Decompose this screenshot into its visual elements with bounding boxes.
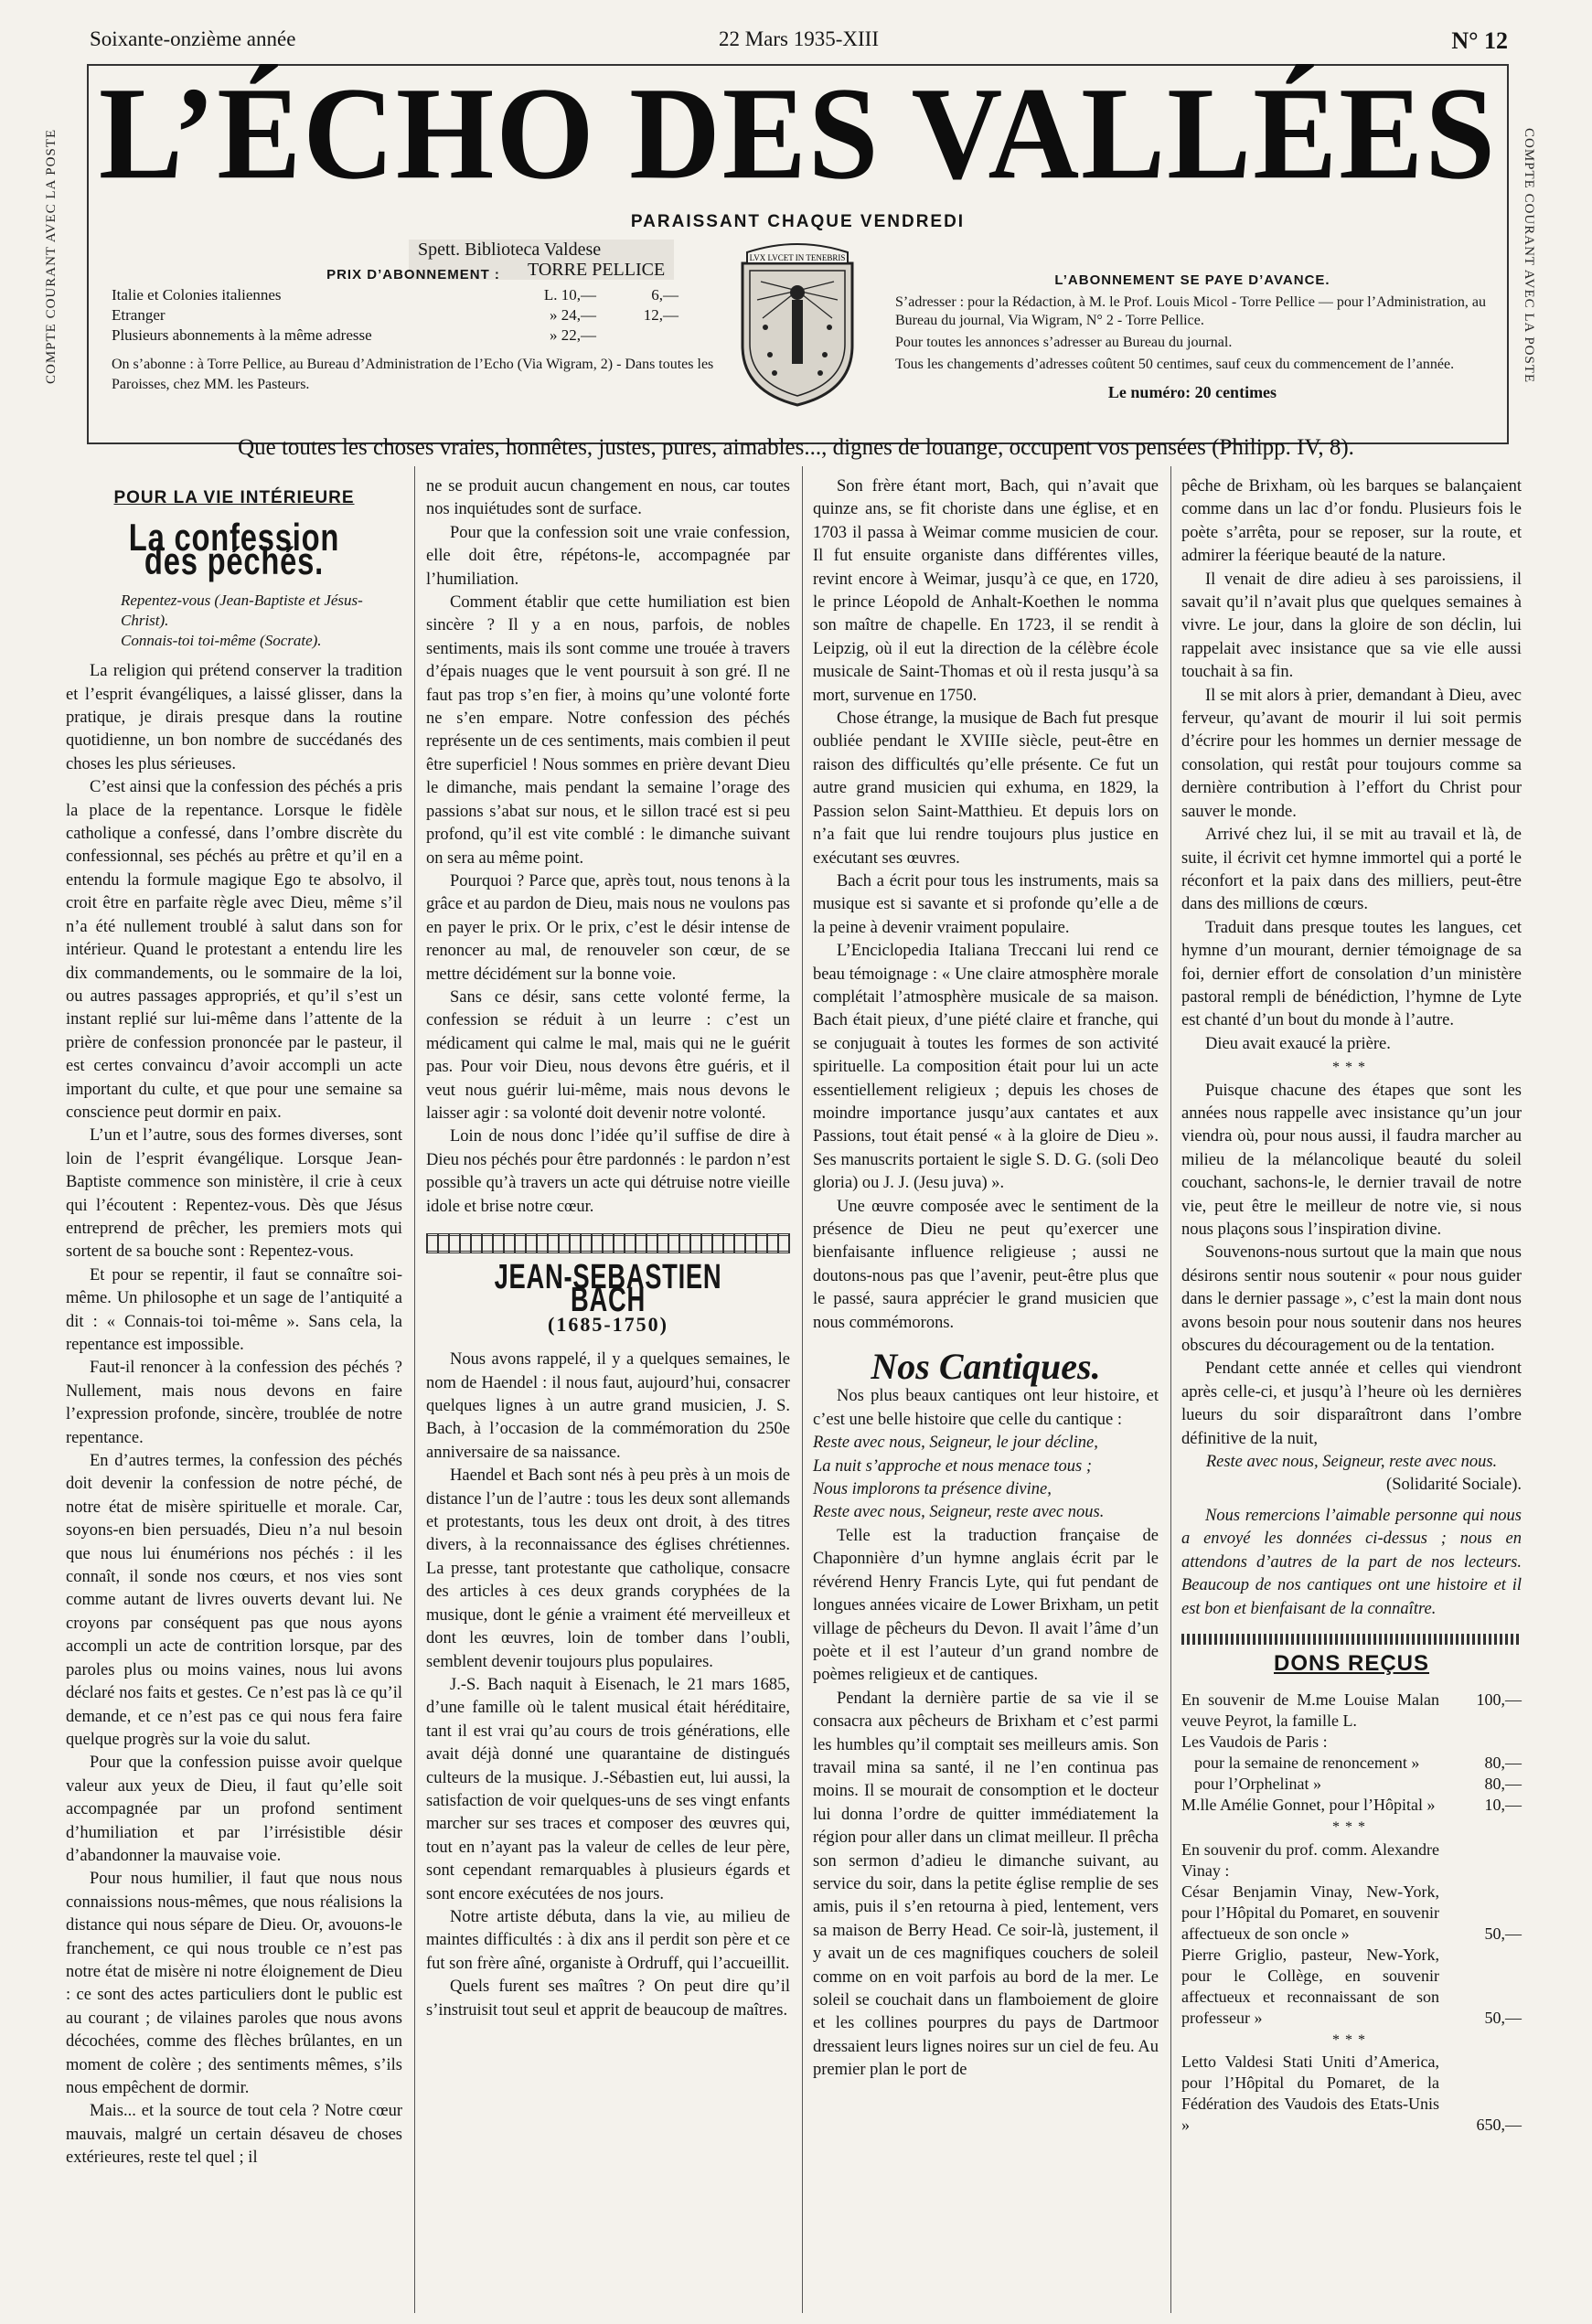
donation-amount: 80,— [1484, 1754, 1522, 1773]
motto: Que toutes les choses vraies, honnêtes, justes, pures, aimables..., dignes de louange, occupent vos pensées (Philipp. IV, 8). [238, 435, 1354, 460]
paragraph: Pour nous humilier, il faut que nous nous connaissions nous-mêmes, que nous réalisions la distance qui nous sépare de Dieu. Or, avouons-le franchement, ce qui nous trouble ce n’est pas notre état de misère ni notre éloignement de Dieu : ce sont des actes particuliers dont le public est au courant ; de vilaines paroles que nous avons décochées, comme des flèches brûlantes, en un moment de colère ; des sentiments mêmes, s’ils nous empêchent de dormir. [66, 1870, 402, 2097]
paragraph: Pourquoi ? Parce que, après tout, nous tenons à la grâce et au pardon de Dieu, mais nous ne voulons pas en payer le prix. Or le prix, c’est le désir intense de renoncer au mal, de renouveler son cœur, de se mettre décidément sur la bonne voie. [426, 871, 790, 984]
paragraph: Notre artiste débuta, dans la vie, au milieu de maintes difficultés : à dix ans il perdit son père et ce fut son frère aîné, organiste à Ordruff, qui l’accueillit. [426, 1907, 790, 1973]
paragraph: Et pour se repentir, il faut se connaître soi-même. Un philosophe et un sage de l’antiquité a dit : « Connais-toi toi-même ». Sans cela, la repentance est impossible. [66, 1265, 402, 1354]
epigraph: Repentez-vous (Jean-Baptiste et Jésus-Christ). [121, 592, 363, 630]
column-divider [414, 466, 415, 2313]
column-2 [426, 475, 790, 2022]
price-row [112, 285, 715, 305]
paragraph: Sans ce désir, sans cette volonté ferme, la confession se réduit à un leurre : c’est un médicament qui calme le mal, mais qui ne le guérit pas. Pour voir Dieu, nous devons être guéris, et il veut nous guérir lui-même, mais nous devons le laisser agir : sa volonté doit devenir notre volonté. [426, 987, 790, 1123]
price-row [112, 305, 715, 325]
issue-date: 22 Mars 1935-XIII [718, 27, 879, 50]
subscription-note: On s’abonne : à Torre Pellice, au Bureau d’Administration de l’Echo (Via Wigram, 2) - Dans toutes les Paroisses, chez MM. les Pasteurs. [112, 357, 714, 392]
donation-text: M.lle Amélie Gonnet, pour l’Hôpital » [1181, 1796, 1436, 1815]
donation-row [1181, 1753, 1522, 1774]
price-half: 12,— [643, 306, 678, 324]
separator-stars: *** [1332, 1060, 1371, 1076]
donation-row [1181, 2052, 1522, 2136]
side-text-right: COMPTE COURANT AVEC LA POSTE [1522, 128, 1536, 384]
administration-ads: Pour toutes les annonces s’adresser au Bureau du journal. [895, 335, 1233, 350]
donation-row [1181, 1839, 1522, 1882]
donation-text: César Benjamin Vinay, New-York, pour l’Hôpital du Pomaret, en souvenir affectueux de son oncle » [1181, 1882, 1439, 1943]
paragraph: Bach a écrit pour tous les instruments, mais sa musique est si savante et si profonde qu’elle a de la peine à devenir vraiment populaire. [813, 871, 1159, 937]
year-label: Soixante-onzième année [90, 27, 296, 50]
paragraph: ne se produit aucun changement en nous, car toutes nos inquiétudes sont de surface. [426, 477, 790, 519]
paragraph: Haendel et Bach sont nés à peu près à un mois de distance l’un de l’autre : tous les deux sont allemands et protestants, tous les deux ont droit, à des titres divers, à la reconnaissance des églises chrétiennes. La presse, tant protestante que catholique, consacre des articles à ces deux grands coryphées de la musique, dont le génie a vraiment été merveilleux et dont les œuvres, loin de tomber dans l’oubli, semblent devenir toujours plus populaires. [426, 1466, 790, 1671]
editor-note: Nous remercions l’aimable personne qui nous a envoyé les données ci-dessus ; nous en attendons d’autres de la part de nos lecteurs. Beaucoup de nos cantiques ont une histoire et il est bon et bienfaisant de la connaître. [1181, 1506, 1522, 1618]
paragraph: Souvenons-nous surtout que la main que nous désirons sentir nous soutenir « pour nous guider dans le dernier passage », c’est la main dont nous avons besoin pour nous soutenir dans nos heures obscures du découragement ou de la tentation. [1181, 1243, 1522, 1356]
donation-text: En souvenir de M.me Louise Malan veuve Peyrot, la famille L. [1181, 1690, 1439, 1731]
price-row [112, 325, 715, 346]
article-title: JEAN-SEBASTIEN BACH [494, 1258, 722, 1320]
newspaper-subtitle: PARAISSANT CHAQUE VENDREDI [630, 212, 966, 231]
donation-row [1181, 1690, 1522, 1732]
donation-row [1181, 1795, 1522, 1816]
side-text-left: COMPTE COURANT AVEC LA POSTE [44, 128, 59, 384]
paragraph: Comment établir que cette humiliation est bien sincère ? Il y a en nous, parfois, de nobles sentiments, mais ils sont comme une trouée à travers d’épais nuages que le vent poursuit à son gré. Il ne faut pas trop s’en fier, à moins qu’une volonté forte ne s’en empare. Notre confession des péchés représente un de ces sentiments, mais combien il peut être superficiel ! Nous sommes en prière devant Dieu le dimanche, mais pendant la semaine l’orage des passions s’abat sur nous, et le sillon tracé est si peu profond, qu’il est vite comblé : le dimanche suivant on sera au même point. [426, 593, 790, 868]
ornament-divider [1181, 1634, 1522, 1645]
masthead [87, 59, 1509, 444]
price-label: Italie et Colonies italiennes [112, 286, 282, 304]
subscription-box [112, 265, 715, 395]
donation-text: pour la semaine de renoncement » [1194, 1754, 1420, 1773]
donation-text: Letto Valdesi Stati Uniti d’America, pour l’Hôpital du Pomaret, de la Fédération des Vaudois des Etats-Unis » [1181, 2052, 1439, 2135]
paragraph: Nos plus beaux cantiques ont leur histoire, et c’est une belle histoire que celle du cantique : [813, 1387, 1159, 1429]
column-divider [802, 466, 803, 2313]
price-half: 6,— [651, 286, 678, 304]
epigraph: Connais-toi toi-même (Socrate). [121, 632, 322, 650]
stamp-line-2: TORRE PELLICE [528, 260, 666, 280]
donation-text: Pierre Griglio, pasteur, New-York, pour le Collège, en souvenir affectueux et reconnaissant de son professeur » [1181, 1945, 1439, 2027]
paragraph: Il se mit alors à prier, demandant à Dieu, avec ferveur, qu’avant de mourir il lui soit permis d’écrire pour les hommes un dernier message de consolation, qui restât pour toujours comme sa dernière contribution à l’effort du Christ pour sauver le monde. [1181, 686, 1522, 821]
column-3 [813, 475, 1159, 2083]
paragraph: Quels furent ses maîtres ? On peut dire qu’il s’instruisit tout seul et apprit de beaucoup de maîtres. [426, 1978, 790, 2020]
donation-amount: 50,— [1484, 2008, 1522, 2027]
article-title: Nos Cantiques. [871, 1346, 1101, 1388]
verse-line: La nuit s’approche et nous menace tous ; [813, 1456, 1093, 1476]
paragraph: Mais... et la source de tout cela ? Notre cœur mauvais, malgré un certain désaveu de choses extérieures, reste tel quel ; il [66, 2102, 402, 2168]
column-divider [1170, 466, 1171, 2313]
donation-amount: 80,— [1484, 1775, 1522, 1794]
donation-amount: 50,— [1484, 1924, 1522, 1943]
administration-box [895, 272, 1490, 401]
donation-text: En souvenir du prof. comm. Alexandre Vinay : [1181, 1839, 1439, 1880]
top-line [90, 27, 1508, 60]
price-label: Etranger [112, 306, 166, 324]
paragraph: Traduit dans presque toutes les langues, cet hymne d’un mourant, dernier témoignage de sa foi, dernier effort de consolation d’un ministère pastoral rempli de bénédiction, l’hymne de Lyte est chanté d’un bout du monde à l’autre. [1181, 918, 1522, 1030]
paragraph: Telle est la traduction française de Chaponnière d’un hymne anglais écrit par le révérend Henry Francis Lyte, qui fut pendant de longues années vicaire de Lower Brixham, un petit village de pêcheurs du Devon. Il avait l’âme d’un poète et il est l’auteur d’un grand nombre de poèmes religieux et de cantiques. [813, 1526, 1159, 1685]
issue-number: N° 12 [1451, 27, 1508, 54]
price-annual: » 22,— [550, 326, 596, 344]
donation-row [1181, 1945, 1522, 2029]
article-subtitle: (1685-1750) [548, 1312, 668, 1336]
paragraph: C’est ainsi que la confession des péchés a pris la place de la repentance. Lorsque le fidèle catholique a confessé, dans l’ombre discrète du confessionnal, ses péchés au prêtre et qu’il en a entendu la formule magique Ego te absolvo, il croit être en parfaite règle avec Dieu, même s’il n’a été nullement troublé à salut dans son for intérieur. Quand le protestant a entendu lire les dix commandements, ou le sommaire de la loi, ou autres passages appropriés, et qu’il s’est un instant replié sur lui-même dans l’attente de la prière de confession prononcée par le pasteur, il est certes convaincu d’avoir accompli un acte important du culte, et que pour une semaine sa conscience peut dormir en paix. [66, 778, 402, 1122]
newspaper-title: L’ÉCHO DES VALLÉES [98, 59, 1498, 207]
price-annual: L. 10,— [543, 286, 596, 304]
donation-row [1181, 1774, 1522, 1795]
donation-row [1181, 1882, 1522, 1945]
paragraph: Une œuvre composée avec le sentiment de la présence de Dieu ne peut qu’exercer une bienfaisante influence religieuse ; aussi ne doutons-nous pas que l’avenir, peut-être plus que le passé, saura apprécier le grand musicien que nous commémorons. [813, 1197, 1159, 1332]
paragraph: Pendant la dernière partie de sa vie il se consacra aux pêcheurs de Brixham et c’est parmi les humbles qu’il comptait ses meilleurs amis. Son travail mina sa santé, il ne l’en continua pas moins. Il se mourait de consomption et le docteur lui donna l’ordre de quitter immédiatement la région pour aller dans un climat meilleur. Il prêcha son sermon d’adieu le dimanche suivant, au service du soir, dans la petite église remplie de ses amis, puis il s’en retourna à pied, lentement, vers sa maison de Berry Head. Ce soir-là, justement, il y avait un de ces magnifiques couchers de soleil comme on en voit parfois au bord de la mer. Le soleil se couchait dans un flamboiement de gloire et les collines pourpres du pays de Dartmoor dressaient leurs lignes noires sur un ciel de feu. Au premier plan le port de [813, 1689, 1159, 2080]
verse-line: Reste avec nous, Seigneur, reste avec nous. [1205, 1453, 1498, 1472]
verse-line: Reste avec nous, Seigneur, reste avec nous. [813, 1503, 1105, 1522]
price-annual: » 24,— [550, 306, 596, 324]
paragraph: Pour que la confession soit une vraie confession, elle doit être, répétons-le, accompagnée par l’humiliation. [426, 523, 790, 589]
paragraph: L’Enciclopedia Italiana Treccani lui rend ce beau témoignage : « Une claire atmosphère morale complétait l’atmosphère musicale de sa maison. Bach était pieux, d’une piété claire et franche, qui se conjuguait à toutes les formes de son activité spirituelle. La composition était pour lui un acte essentiellement religieux ; depuis les choses de moindre importance jusqu’aux cantates et aux Passions, tout était pensé « à la gloire de Dieu ». Ses manuscrits portaient le sigle S. D. G. (soli Deo gloria) ou J. J. (Jesu juva) ». [813, 942, 1159, 1193]
paragraph: Nous avons rappelé, il y a quelques semaines, le nom de Haendel : il nous faut, aujourd’hui, consacrer quelques lignes à un autre grand musicien, J. S. Bach, à l’occasion de la commémoration du 250e anniversaire de sa naissance. [426, 1350, 790, 1462]
donations-heading: DONS REÇUS [1273, 1650, 1430, 1676]
paragraph: J.-S. Bach naquit à Eisenach, le 21 mars 1685, d’une famille où le talent musical était héréditaire, tant il est vrai qu’au cours de trois générations, elle avait déjà donné une quarantaine de distingués culteurs de la musique. J.-Sébastien eut, lui aussi, la satisfaction de voir quelques-uns de ses vingt enfants marcher sur ses traces et composer des œuvres qui, tout en n’ayant pas la valeur de celles de leur père, sont cependant remarquables à plusieurs égards et sont encore exécutées de nos jours. [426, 1675, 790, 1903]
donation-amount: 650,— [1476, 2116, 1522, 2135]
ornament-divider [426, 1233, 790, 1253]
paragraph: Pour que la confession puisse avoir quelque valeur aux yeux de Dieu, il faut qu’elle soit accompagnée par un profond sentiment d’humiliation et par l’irrésistible désir d’abandonner la mauvaise voie. [66, 1754, 402, 1865]
paragraph: Puisque chacune des étapes que sont les années nous rappelle avec insistance qu’un jour viendra où, pour nous aussi, il faudra marcher au milieu de la mélancolique beauté du soleil couchant, sachons-le, le dernier travail de notre vie, peut être le meilleur de notre vie, si nous nous plaçons sous l’inspiration divine. [1181, 1081, 1522, 1239]
paragraph: Son frère étant mort, Bach, qui n’avait que quinze ans, se fit choriste dans une église, et en 1703 il passa à Weimar comme musicien de cour. Il fut ensuite organiste dans différentes villes, revint encore à Weimar, jusqu’à ce que, en 1720, le prince Léopold de Anhalt-Koethen le nomma son maître de chapelle. En 1723, il se rendit à Leipzig, où il eut la direction de la célèbre école musicale de Saint-Thomas et où il resta jusqu’à sa mort, survenue en 1750. [813, 477, 1159, 705]
price-half [596, 325, 678, 346]
waldensian-emblem-icon [724, 236, 871, 410]
separator-stars: *** [1332, 1819, 1371, 1836]
paragraph: Il venait de dire adieu à ses paroissiens, il savait qu’il n’avait plus que quelques semaines à vivre. Le jour, dans la gloire de son déclin, lui rappelait avec insistance que sa vie elle aussi touchait à sa fin. [1181, 570, 1522, 682]
donation-amount [1439, 1732, 1522, 1753]
verse-line: Nous implorons ta présence divine, [813, 1480, 1052, 1499]
administration-address: S’adresser : pour la Rédaction, à M. le Prof. Louis Micol - Torre Pellice — pour l’Administration, au Bureau du journal, Via Wigram, N° 2 - Torre Pellice. [895, 294, 1486, 328]
donation-row [1181, 1732, 1522, 1753]
article-title: La confession des péchés. [128, 516, 340, 582]
paragraph: pêche de Brixham, où les barques se balançaient comme dans un lac d’or fondu. Plusieurs fois le poète s’arrêta, pour se reposer, sur la route, et admirer la féerique beauté de la nature. [1181, 477, 1522, 566]
separator-stars: *** [1332, 2031, 1371, 2048]
paragraph: Faut-il renoncer à la confession des péchés ? Nullement, mais nous devons en faire l’expression profonde, sincère, troublée de notre repentance. [66, 1359, 402, 1447]
subscription-heading: PRIX D’ABONNEMENT : [326, 267, 500, 283]
paragraph: L’un et l’autre, sous des formes diverses, sont loin de l’esprit évangélique. Lorsque Jean-Baptiste commence son ministère, il crie à ceux qui l’écoutent : Repentez-vous. Dès que Jésus entreprend de prêcher, les premiers mots qui sortent de sa bouche sont : Repentez-vous. [66, 1126, 402, 1262]
emblem-motto: LVX LVCET IN TENEBRIS [749, 253, 846, 262]
donation-text: Les Vaudois de Paris : [1181, 1732, 1328, 1752]
section-heading: POUR LA VIE INTÉRIEURE [113, 488, 355, 507]
paragraph: Chose étrange, la musique de Bach fut presque oubliée pendant le XVIIIe siècle, peut-être en raison des difficultés qu’elle présente. Ce fut un autre grand musicien qui exhuma, en 1829, la Passion selon Saint-Matthieu. Et depuis lors on n’a fait que lui rendre toujours plus justice en exécutant ses œuvres. [813, 709, 1159, 868]
paragraph: Loin de nous donc l’idée qu’il suffise de dire à Dieu nos péchés pour être pardonnés : le pardon n’est possible qu’à travers un acte qui détruise notre vieille idole et brise notre cœur. [426, 1127, 790, 1216]
column-4 [1181, 475, 1522, 2136]
administration-changes: Tous les changements d’adresses coûtent 50 centimes, sauf ceux du commencement de l’année. [895, 357, 1455, 372]
stamp-line-1: Spett. Biblioteca Valdese [418, 240, 602, 260]
donation-text: pour l’Orphelinat » [1194, 1775, 1321, 1794]
paragraph: Dieu avait exaucé la prière. [1205, 1034, 1391, 1053]
column-1 [66, 475, 402, 2170]
donation-amount: 100,— [1476, 1690, 1522, 1710]
verse-line: Reste avec nous, Seigneur, le jour décline, [813, 1434, 1098, 1453]
administration-heading: L’ABONNEMENT SE PAYE D’AVANCE. [1054, 272, 1330, 288]
paragraph: Arrivé chez lui, il se mit au travail et là, de suite, il écrivit cet hymne immortel qui a porté le réconfort et la paix dans des milliers, peut-être dans des millions de cœurs. [1181, 826, 1522, 914]
source-credit: (Solidarité Sociale). [1386, 1476, 1522, 1495]
price-label: Plusieurs abonnements à la même adresse [112, 326, 372, 344]
donation-amount [1439, 1839, 1522, 1882]
issue-price: Le numéro: 20 centimes [1107, 383, 1277, 401]
paragraph: En d’autres termes, la confession des péchés doit devenir la confession de notre péché, de notre état de misère spirituelle et morale. Car, soyons-en bien persuadés, Dieu n’a nul besoin que nous lui énumérions nos péchés : il les connaît, il sonde nos cœurs, et nos vies sont comme autant de livres ouverts devant lui. Ne croyons par conséquent pas que nous ayons accompli un acte de contrition lorsque, par des paroles plus ou moins vaines, nous lui avons déclaré nos faits et gestes. Ce n’est pas là ce qu’il demande, et ce n’est pas ce qui nous fera faire quelque progrès sur la voie du salut. [66, 1452, 402, 1749]
donation-amount: 10,— [1484, 1796, 1522, 1815]
paragraph: Pendant cette année et celles qui viendront après celle-ci, et jusqu’à l’heure où les dernières lueurs du soir disparaîtront dans l’ombre définitive de la nuit, [1181, 1359, 1522, 1448]
paragraph: La religion qui prétend conserver la tradition et l’esprit évangéliques, a laissé glisser, dans la pratique, je dirais presque dans la routine quotidienne, un bon nombre de succédanés des choses les plus sérieuses. [66, 662, 402, 773]
